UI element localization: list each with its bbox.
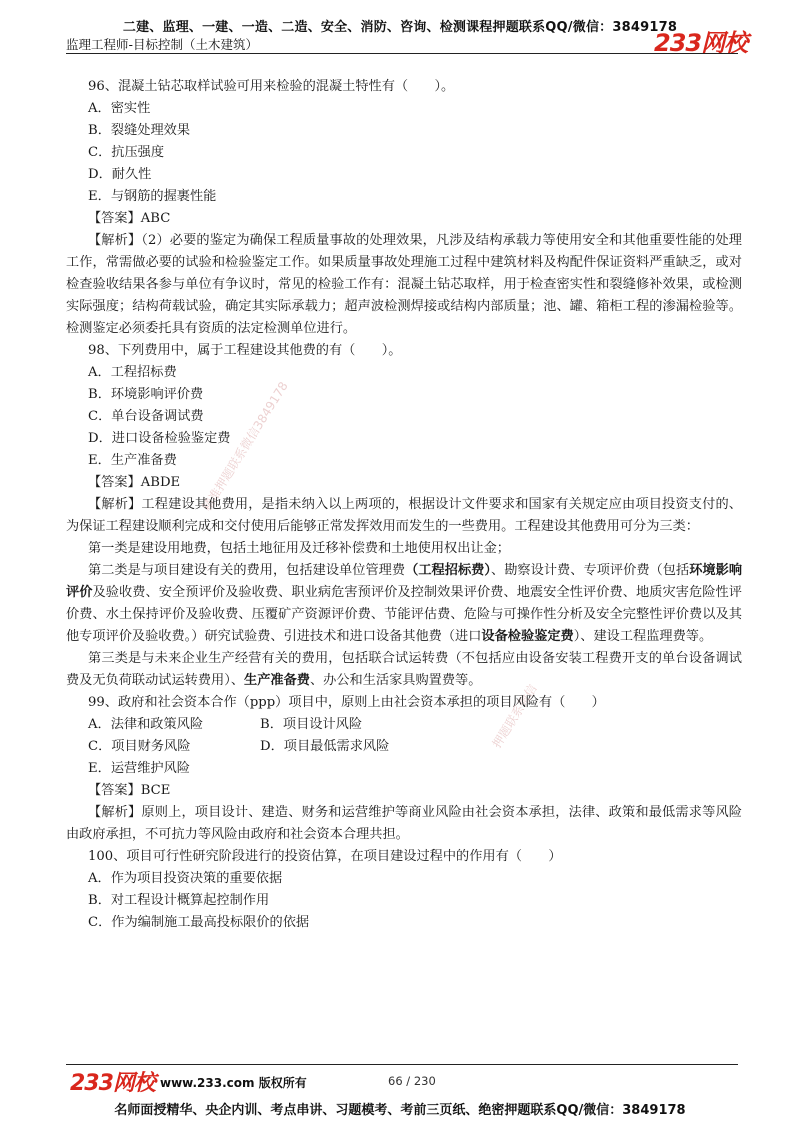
question-100: 100、项目可行性研究阶段进行的投资估算，在项目建设过程中的作用有（ ） bbox=[88, 849, 562, 864]
watermark: 精准押题联系微信3849178 bbox=[199, 379, 291, 514]
option-b: B．项目设计风险 bbox=[260, 717, 363, 732]
emphasis-text: 设备检验鉴定费 bbox=[481, 629, 574, 644]
text-span: 及验收费、安全预评价及验收费、职业病危害预评价及控制效果评价费、地震安全性评价费、地质灾害危险性评价费、水土保持评价及验收费、压覆矿产资源评价费、节能评估费、危险与可操作性分析及安全完整性评价费以及其他专项评价及验收费。）研究试验费、引进技术和进口设备其他费（进口 bbox=[66, 585, 742, 644]
question-96: 96、混凝土钻芯取样试验可用来检验的混凝土特性有（ ）。 bbox=[88, 79, 455, 94]
option-c: C．项目财务风险 bbox=[88, 739, 191, 754]
explanation-98-category-3 bbox=[66, 648, 742, 692]
emphasis-text: （工程招标费） bbox=[405, 563, 491, 578]
header-promo-text: 二建、监理、一建、一造、二造、安全、消防、咨询、检测课程押题联系QQ/微信：3849178 bbox=[122, 20, 678, 35]
text-span: ）、建设工程监理费等。 bbox=[573, 629, 713, 644]
option-b: B．环境影响评价费 bbox=[88, 387, 204, 402]
explanation-98: 【解析】工程建设其他费用，是指未纳入以上两项的，根据设计文件要求和国家有关规定应由项目投资支付的、为保证工程建设顺利完成和交付使用后能够正常发挥效用而发生的一些费用。工程建设其他费用可分为三类： bbox=[66, 497, 742, 534]
option-c: C．作为编制施工最高投标限价的依据 bbox=[88, 915, 310, 930]
option-a: A．法律和政策风险 bbox=[88, 717, 204, 732]
option-e: E．生产准备费 bbox=[88, 453, 177, 468]
explanation-96: 【解析】（2）必要的鉴定为确保工程质量事故的处理效果，凡涉及结构承载力等使用安全和其他重要性能的处理工作，常需做必要的试验和检验鉴定工作。如果质量事故处理施工过程中建筑材料及构配件保证资料严重缺乏，或对检查验收结果各参与单位有争议时，常见的检验工作有：混凝土钻芯取样，用于检查密实性和裂缝修补效果，或检测实际强度；结构荷载试验，确定其实际承载力；超声波检测焊接或结构内部质量；池、罐、箱柜工程的渗漏检验等。检测鉴定必须委托具有资质的法定检测单位进行。 bbox=[66, 233, 742, 336]
option-a: A．工程招标费 bbox=[88, 365, 177, 380]
option-e: E．运营维护风险 bbox=[88, 761, 190, 776]
header-subtitle: 监理工程师-目标控制（土木建筑） bbox=[66, 37, 259, 52]
explanation-99: 【解析】原则上，项目设计、建造、财务和运营维护等商业风险由社会资本承担，法律、政策和最低需求等风险由政府承担，不可抗力等风险由政府和社会资本合理共担。 bbox=[66, 805, 742, 842]
option-d: D．进口设备检验鉴定费 bbox=[88, 431, 231, 446]
footer-promo-text: 名师面授精华、央企内训、考点串讲、习题模考、考前三页纸、绝密押题联系QQ/微信：3849178 bbox=[114, 1103, 686, 1118]
footer-copyright: www.233.com 版权所有 bbox=[160, 1076, 307, 1090]
option-c: C．抗压强度 bbox=[88, 145, 165, 160]
page-number: 66 / 230 bbox=[388, 1074, 436, 1088]
footer-divider bbox=[66, 1064, 738, 1065]
option-a: A．密实性 bbox=[88, 101, 151, 116]
explanation-98-category-1: 第一类是建设用地费，包括土地征用及迁移补偿费和土地使用权出让金； bbox=[88, 541, 510, 556]
answer-98: 【答案】ABDE bbox=[88, 475, 181, 490]
option-b: B．裂缝处理效果 bbox=[88, 123, 191, 138]
option-d: D．项目最低需求风险 bbox=[260, 739, 390, 754]
text-span: 第三类是与未来企业生产经营有关的费用，包括联合试运转费（不包括应由设备安装工程费开支的单台设备调试费及无负荷联动试运转费用）、 bbox=[66, 651, 742, 688]
option-a: A．作为项目投资决策的重要依据 bbox=[88, 871, 283, 886]
question-98: 98、下列费用中，属于工程建设其他费的有（ ）。 bbox=[88, 343, 402, 358]
emphasis-text: 环境影响评价 bbox=[66, 563, 743, 600]
text-span: 、勘察设计费、专项评价费（包括 bbox=[491, 563, 690, 578]
footer-logo: 233网校 bbox=[70, 1071, 155, 1096]
option-c: C．单台设备调试费 bbox=[88, 409, 204, 424]
explanation-98-category-2 bbox=[66, 560, 742, 648]
emphasis-text: 生产准备费 bbox=[244, 673, 310, 688]
answer-96: 【答案】ABC bbox=[88, 211, 171, 226]
option-row bbox=[66, 736, 742, 758]
option-d: D．耐久性 bbox=[88, 167, 152, 182]
text-span: 、办公和生活家具购置费等。 bbox=[309, 673, 482, 688]
watermark: 押题联系微信 bbox=[489, 681, 540, 751]
option-e: E．与钢筋的握裹性能 bbox=[88, 189, 217, 204]
header-divider bbox=[66, 53, 738, 54]
text-span: 第二类是与项目建设有关的费用，包括建设单位管理费 bbox=[88, 563, 406, 578]
question-99: 99、政府和社会资本合作（ppp）项目中，原则上由社会资本承担的项目风险有（ ） bbox=[88, 695, 605, 710]
option-row bbox=[66, 714, 742, 736]
brand-logo: 233网校 bbox=[654, 29, 748, 57]
document-body bbox=[66, 76, 742, 934]
answer-99: 【答案】BCE bbox=[88, 783, 171, 798]
option-b: B．对工程设计概算起控制作用 bbox=[88, 893, 270, 908]
